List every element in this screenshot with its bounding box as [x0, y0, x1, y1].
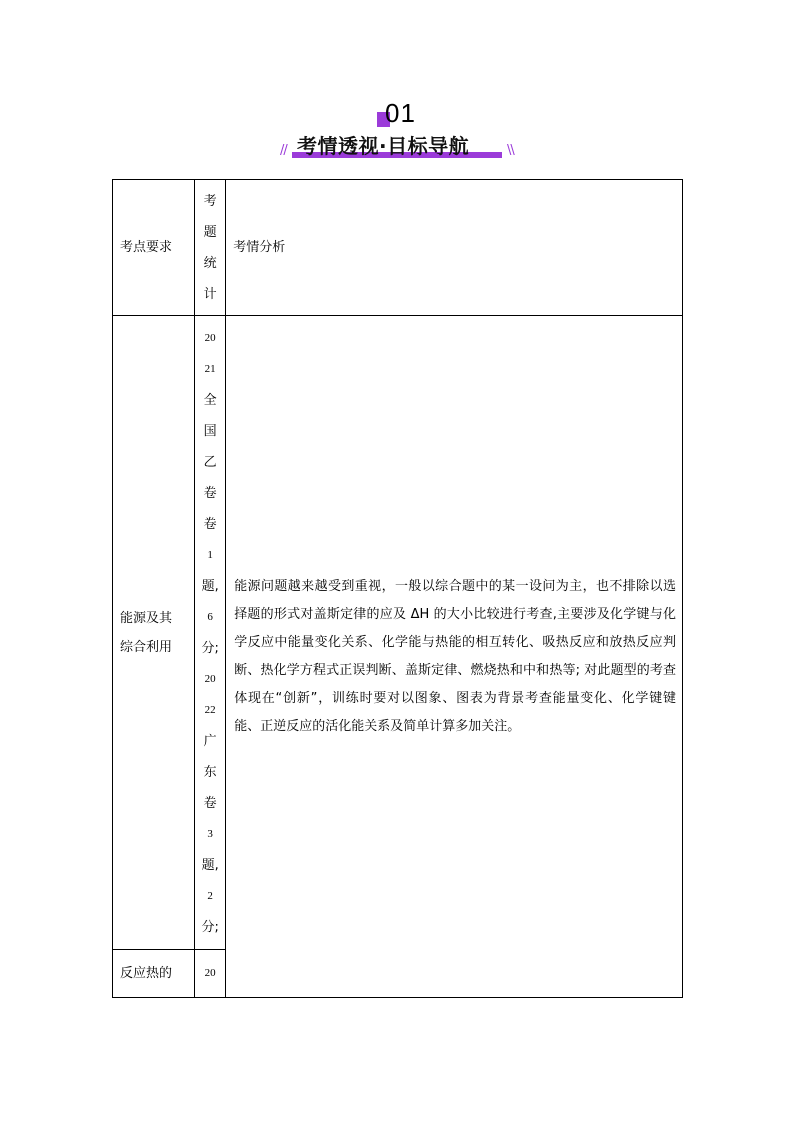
row-point-label: 反应热的: [120, 966, 173, 981]
left-slash-decoration: //: [280, 143, 287, 158]
header-point-cell: [113, 180, 195, 316]
section-header: [0, 0, 794, 170]
row-stats-text: 20: [204, 967, 216, 979]
table-header-row: [113, 180, 683, 316]
section-number: 01: [385, 98, 416, 128]
header-analysis-label: 考情分析: [233, 240, 286, 255]
row-analysis-text: 能源问题越来越受到重视，一般以综合题中的某一设问为主，也不排除以选择题的形式对盖斯定律的应及 ΔH 的大小比较进行考查,主要涉及化学键与化学反应中能量变化关系、化学能与热能的相互转化、吸热反应和放热反应判断、热化学方程式正误判断、盖斯定律、燃烧热和中和热等; 对此题型的考查体现在“创新”，训练时要对以图象、图表为背景考查能量变化、化学键键能、正逆反应的活化能关系及简单计算多加关注。: [234, 578, 676, 734]
row-stats-text: 20 21 全 国 乙 卷 卷 1 题, 6 分; 20 22 广 东 卷 3 题, 2 分;: [201, 331, 219, 935]
exam-analysis-table: [112, 179, 683, 998]
row-point-cell: [113, 950, 195, 998]
row-stats-cell: [195, 950, 226, 998]
row-point-label: 能源及其 综合利用: [120, 610, 173, 655]
header-stats-label: 考 题 统 计: [203, 193, 217, 302]
table-row: [113, 316, 683, 950]
header-analysis-cell: [226, 180, 683, 316]
section-title: 考情透视·目标导航: [297, 134, 470, 158]
right-slash-decoration: \\: [507, 143, 514, 158]
row-analysis-cell: [226, 316, 683, 998]
header-point-label: 考点要求: [120, 240, 173, 255]
row-point-cell: [113, 316, 195, 950]
row-stats-cell: [195, 316, 226, 950]
header-stats-cell: [195, 180, 226, 316]
